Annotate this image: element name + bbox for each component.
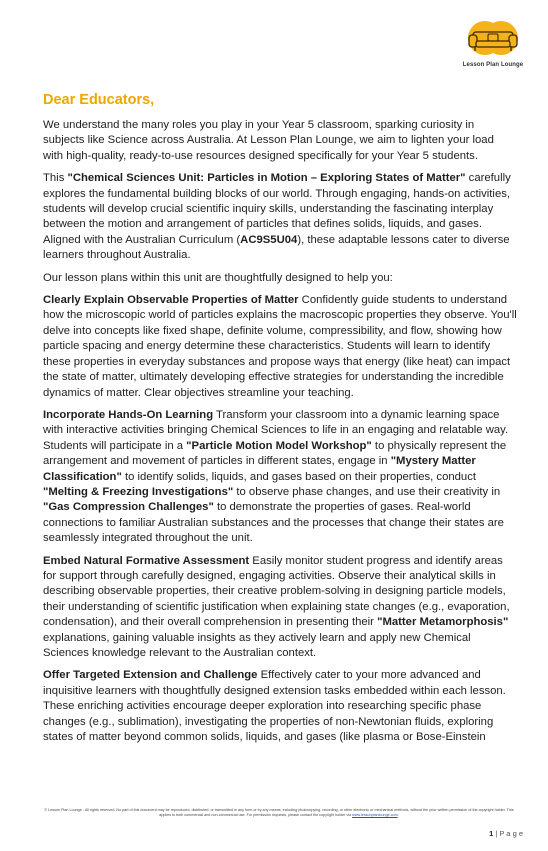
section-extend-body: Effectively cater to your more advanced and inquisitive learners with thoughtfully designed extension tasks embedded within each lesson. These enriching activities encourage deeper exploration into researching specific phase changes (e.g., sublimation), investigating the properties of non-Newtonian fluids, exploring states of matter beyond common solids, liquids, and gases (like plasma or Bose-Einstein xyxy=(43,669,506,744)
section-handson-text: to observe phase changes, and use their creativity in xyxy=(233,485,501,498)
unit-tail: ), these adaptable lessons cater to diverse learners throughout Australia. xyxy=(43,233,510,262)
greeting-heading: Dear Educators, xyxy=(43,92,155,108)
brand-logo[interactable] xyxy=(459,18,527,74)
activity-name: "Particle Motion Model Workshop" xyxy=(186,439,372,452)
section-handson-text: to physically represent the arrangement and movement of particles in different states, engage in xyxy=(43,439,507,468)
section-handson-text: Transform your classroom into a dynamic learning space with interactive activities bringing Chemical Sciences to life in an engaging and relatable way. Students will participate in a xyxy=(43,408,509,452)
intro-paragraph: We understand the many roles you play in your Year 5 classroom, sparking curiosity in subjects like Science across Australia. At Lesson Plan Lounge, we aim to lighten your load with high-quality, ready-to-use resources designed specifically for your Year 5 students. xyxy=(43,119,494,162)
activity-name: "Melting & Freezing Investigations" xyxy=(43,485,234,498)
section-handson-text: to identify solids, liquids, and gases based on their properties, conduct xyxy=(121,470,476,483)
activity-name: "Gas Compression Challenges" xyxy=(43,501,214,514)
section-explain-heading: Clearly Explain Observable Properties of Matter xyxy=(43,294,299,307)
activity-name: "Mystery Matter Classification" xyxy=(43,455,476,483)
unit-title: "Chemical Sciences Unit: Particles in Motion – Exploring States of Matter" xyxy=(67,172,466,185)
unit-paragraph xyxy=(43,171,517,263)
curriculum-code: AC9S5U04 xyxy=(240,233,298,246)
section-explain-body: Confidently guide students to understand how the microscopic world of particles explains the macroscopic properties they observe. You'll delve into concepts like fixed shape, definite volume, compressibility, and flow, showing how particle spacing and energy determine these characteristics. Students will learn to identify these properties in everyday substances and propose ways that energy (like heat) can impact the state of matter, ultimately developing effective strategies for understanding the incredible dynamics of matter. Clear objectives streamline your teaching. xyxy=(43,294,517,399)
website-link[interactable]: www.lessonplanlounge.com xyxy=(352,813,398,818)
plans-intro: Our lesson plans within this unit are thoughtfully designed to help you: xyxy=(43,271,393,284)
section-assess-text: explanations, gaining valuable insights as they actively learn and apply new Chemical Sciences knowledge relevant to the Australian context. xyxy=(43,631,471,659)
section-explain xyxy=(43,293,517,401)
page-number xyxy=(489,829,523,838)
letter-body xyxy=(43,118,517,752)
activity-name: "Matter Metamorphosis" xyxy=(377,616,509,629)
section-assess-heading: Embed Natural Formative Assessment xyxy=(43,554,250,567)
section-assess-text: Easily monitor student progress and identify areas for support through carefully designed, engaging activities. Observe their analytical skills in describing observable properties, their creative problem-solving in designing particle models, their understanding of scientific justification when explaining state changes (e.g., evaporation, condensation), and their overall comprehension in presenting their xyxy=(43,554,510,629)
unit-lead: This xyxy=(43,172,68,185)
unit-body: carefully explores the fundamental building blocks of our world. Through engaging, hands-on activities, students will develop crucial scientific inquiry skills, understanding the fascinating interplay between the motion and arrangement of particles that defines solids, liquids, and gases. Aligned with the Australian Curriculum ( xyxy=(43,172,511,246)
section-extend-heading: Offer Targeted Extension and Challenge xyxy=(43,669,258,682)
page-label: | P a g e xyxy=(495,829,523,838)
logo-name: Lesson Plan Lounge xyxy=(462,62,524,68)
footer-end: . xyxy=(397,813,399,818)
page-number-value: 1 xyxy=(489,829,494,838)
section-handson xyxy=(43,408,517,547)
copyright-footer xyxy=(44,808,514,818)
section-assess xyxy=(43,554,517,662)
section-handson-heading: Incorporate Hands-On Learning xyxy=(43,408,214,421)
section-extend xyxy=(43,668,517,745)
copyright-text: © Lesson Plan Lounge - All rights reserved. No part of this document may be reproduced, distributed, or transmitted in any form or by any means, including photocopying, recording, or other electronic or mechanical methods, without the prior written permission of the copyright holder. This applies to both commercial and non-commercial use. For permission requests, please contact the copyright holder via xyxy=(44,808,514,818)
section-handson-text: to demonstrate the properties of gases. Real-world connections to familiar Australian substances and the processes that change their states are seamlessly integrated throughout the unit. xyxy=(43,501,504,545)
sofa-icon xyxy=(463,18,523,62)
